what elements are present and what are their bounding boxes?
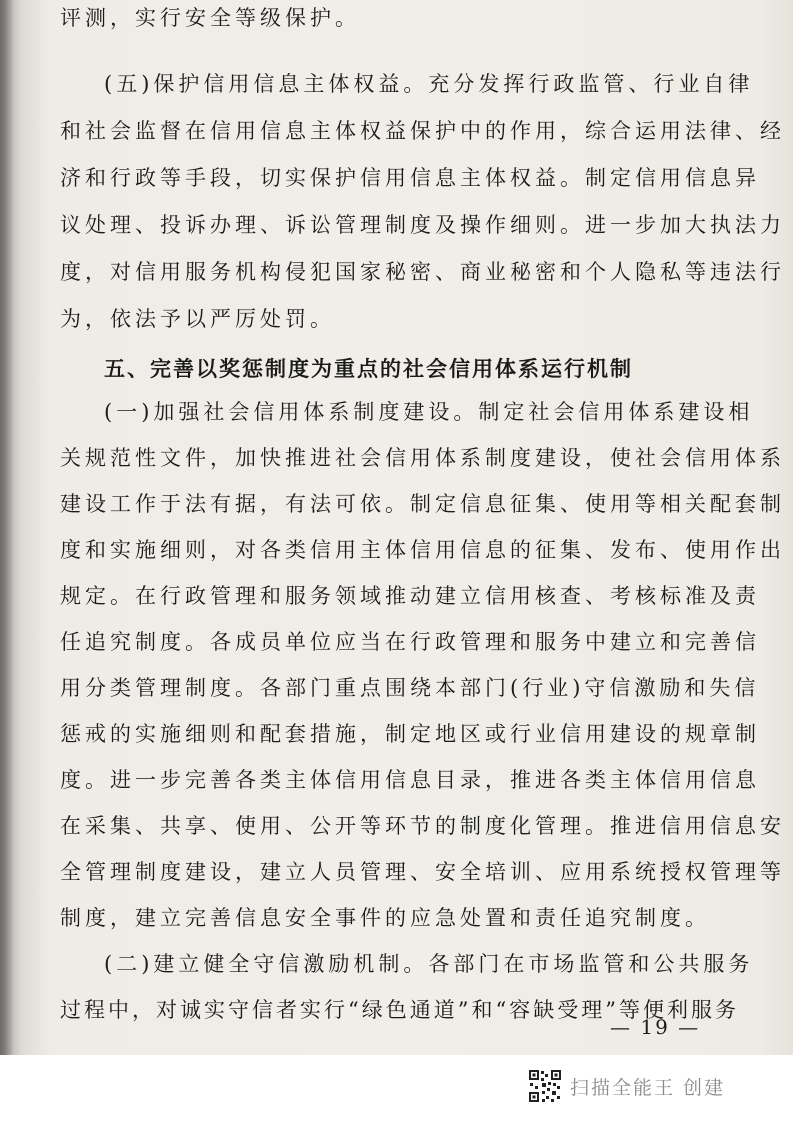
paragraph-line: 规定。在行政管理和服务领域推动建立信用核查、考核标准及责: [60, 584, 760, 608]
paragraph-line: 在采集、共享、使用、公开等环节的制度化管理。推进信用信息安: [60, 814, 785, 838]
paragraph-line: 度和实施细则，对各类信用主体信用信息的征集、发布、使用作出: [60, 538, 785, 562]
scanner-brand-text: 扫描全能王 创建: [570, 1077, 726, 1099]
paragraph-line: 建设工作于法有据，有法可依。制定信息征集、使用等相关配套制: [60, 492, 785, 516]
paragraph-line: 任追究制度。各成员单位应当在行政管理和服务中建立和完善信: [60, 630, 760, 654]
scanner-footer: [0, 1055, 793, 1122]
paragraph-line: 评测，实行安全等级保护。: [60, 6, 360, 30]
paragraph-line: 为，依法予以严厉处罚。: [60, 307, 335, 331]
section-heading: 五、完善以奖惩制度为重点的社会信用体系运行机制: [104, 357, 633, 381]
paragraph-line: (二)建立健全守信激励机制。各部门在市场监管和公共服务: [104, 952, 754, 976]
paragraph-line: 济和行政等手段，切实保护信用信息主体权益。制定信用信息异: [60, 166, 760, 190]
paragraph-line: 度。进一步完善各类主体信用信息目录，推进各类主体信用信息: [60, 768, 760, 792]
paragraph-line: 全管理制度建设，建立人员管理、安全培训、应用系统授权管理等: [60, 860, 785, 884]
paragraph-line: 议处理、投诉办理、诉讼管理制度及操作细则。进一步加大执法力: [60, 213, 785, 237]
paragraph-line: 和社会监督在信用信息主体权益保护中的作用，综合运用法律、经: [60, 119, 785, 143]
paragraph-line: 惩戒的实施细则和配套措施，制定地区或行业信用建设的规章制: [60, 722, 760, 746]
qr-code-icon: [528, 1069, 562, 1103]
paragraph-line: (五)保护信用信息主体权益。充分发挥行政监管、行业自律: [104, 72, 754, 96]
paragraph-line: 制度，建立完善信息安全事件的应急处置和责任追究制度。: [60, 906, 710, 930]
page-number: — 19 —: [610, 1015, 701, 1039]
paragraph-line: (一)加强社会信用体系制度建设。制定社会信用体系建设相: [104, 400, 754, 424]
paragraph-line: 过程中，对诚实守信者实行“绿色通道”和“容缺受理”等便利服务: [60, 998, 739, 1022]
paragraph-line: 度，对信用服务机构侵犯国家秘密、商业秘密和个人隐私等违法行: [60, 260, 785, 284]
paragraph-line: 用分类管理制度。各部门重点围绕本部门(行业)守信激励和失信: [60, 676, 760, 700]
paragraph-line: 关规范性文件，加快推进社会信用体系制度建设，使社会信用体系: [60, 446, 785, 470]
